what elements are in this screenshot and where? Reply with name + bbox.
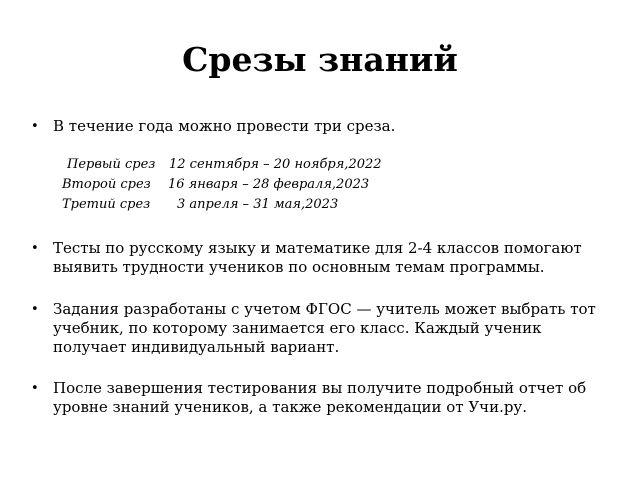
schedule-name: Первый срез	[67, 157, 156, 172]
schedule-dates: 16 января – 28 февраля,2023	[168, 177, 370, 192]
schedule-row	[62, 155, 382, 175]
bullet-marker: •	[31, 119, 39, 134]
bullet-marker: •	[31, 241, 39, 256]
bullet-item	[31, 117, 611, 136]
schedule-dates: 3 апреля – 31 мая,2023	[177, 197, 339, 212]
schedule-dates: 12 сентября – 20 ноября,2022	[169, 157, 382, 172]
schedule-name: Третий срез	[62, 197, 151, 212]
bullet-text: Задания разработаны с учетом ФГОС — учитель может выбрать тот учебник, по которому занимается его класс. Каждый ученик получает индивидуальный вариант.	[53, 300, 596, 356]
slide-title: Срезы знаний	[182, 40, 458, 79]
bullet-item	[31, 300, 611, 357]
bullet-marker: •	[31, 381, 39, 396]
bullet-text: В течение года можно провести три среза.	[53, 117, 396, 135]
bullet-text: После завершения тестирования вы получите подробный отчет об уровне знаний учеников, а также рекомендации от Учи.ру.	[53, 379, 587, 416]
schedule-row	[62, 175, 382, 195]
schedule-row	[62, 195, 382, 215]
bullet-item	[31, 239, 611, 277]
schedule-name: Второй срез	[62, 177, 151, 192]
bullet-text: Тесты по русскому языку и математике для 2-4 классов помогают выявить трудности учеников по основным темам программы.	[53, 239, 582, 276]
schedule-list	[62, 155, 382, 215]
bullet-marker: •	[31, 302, 39, 317]
bullet-item	[31, 379, 611, 417]
